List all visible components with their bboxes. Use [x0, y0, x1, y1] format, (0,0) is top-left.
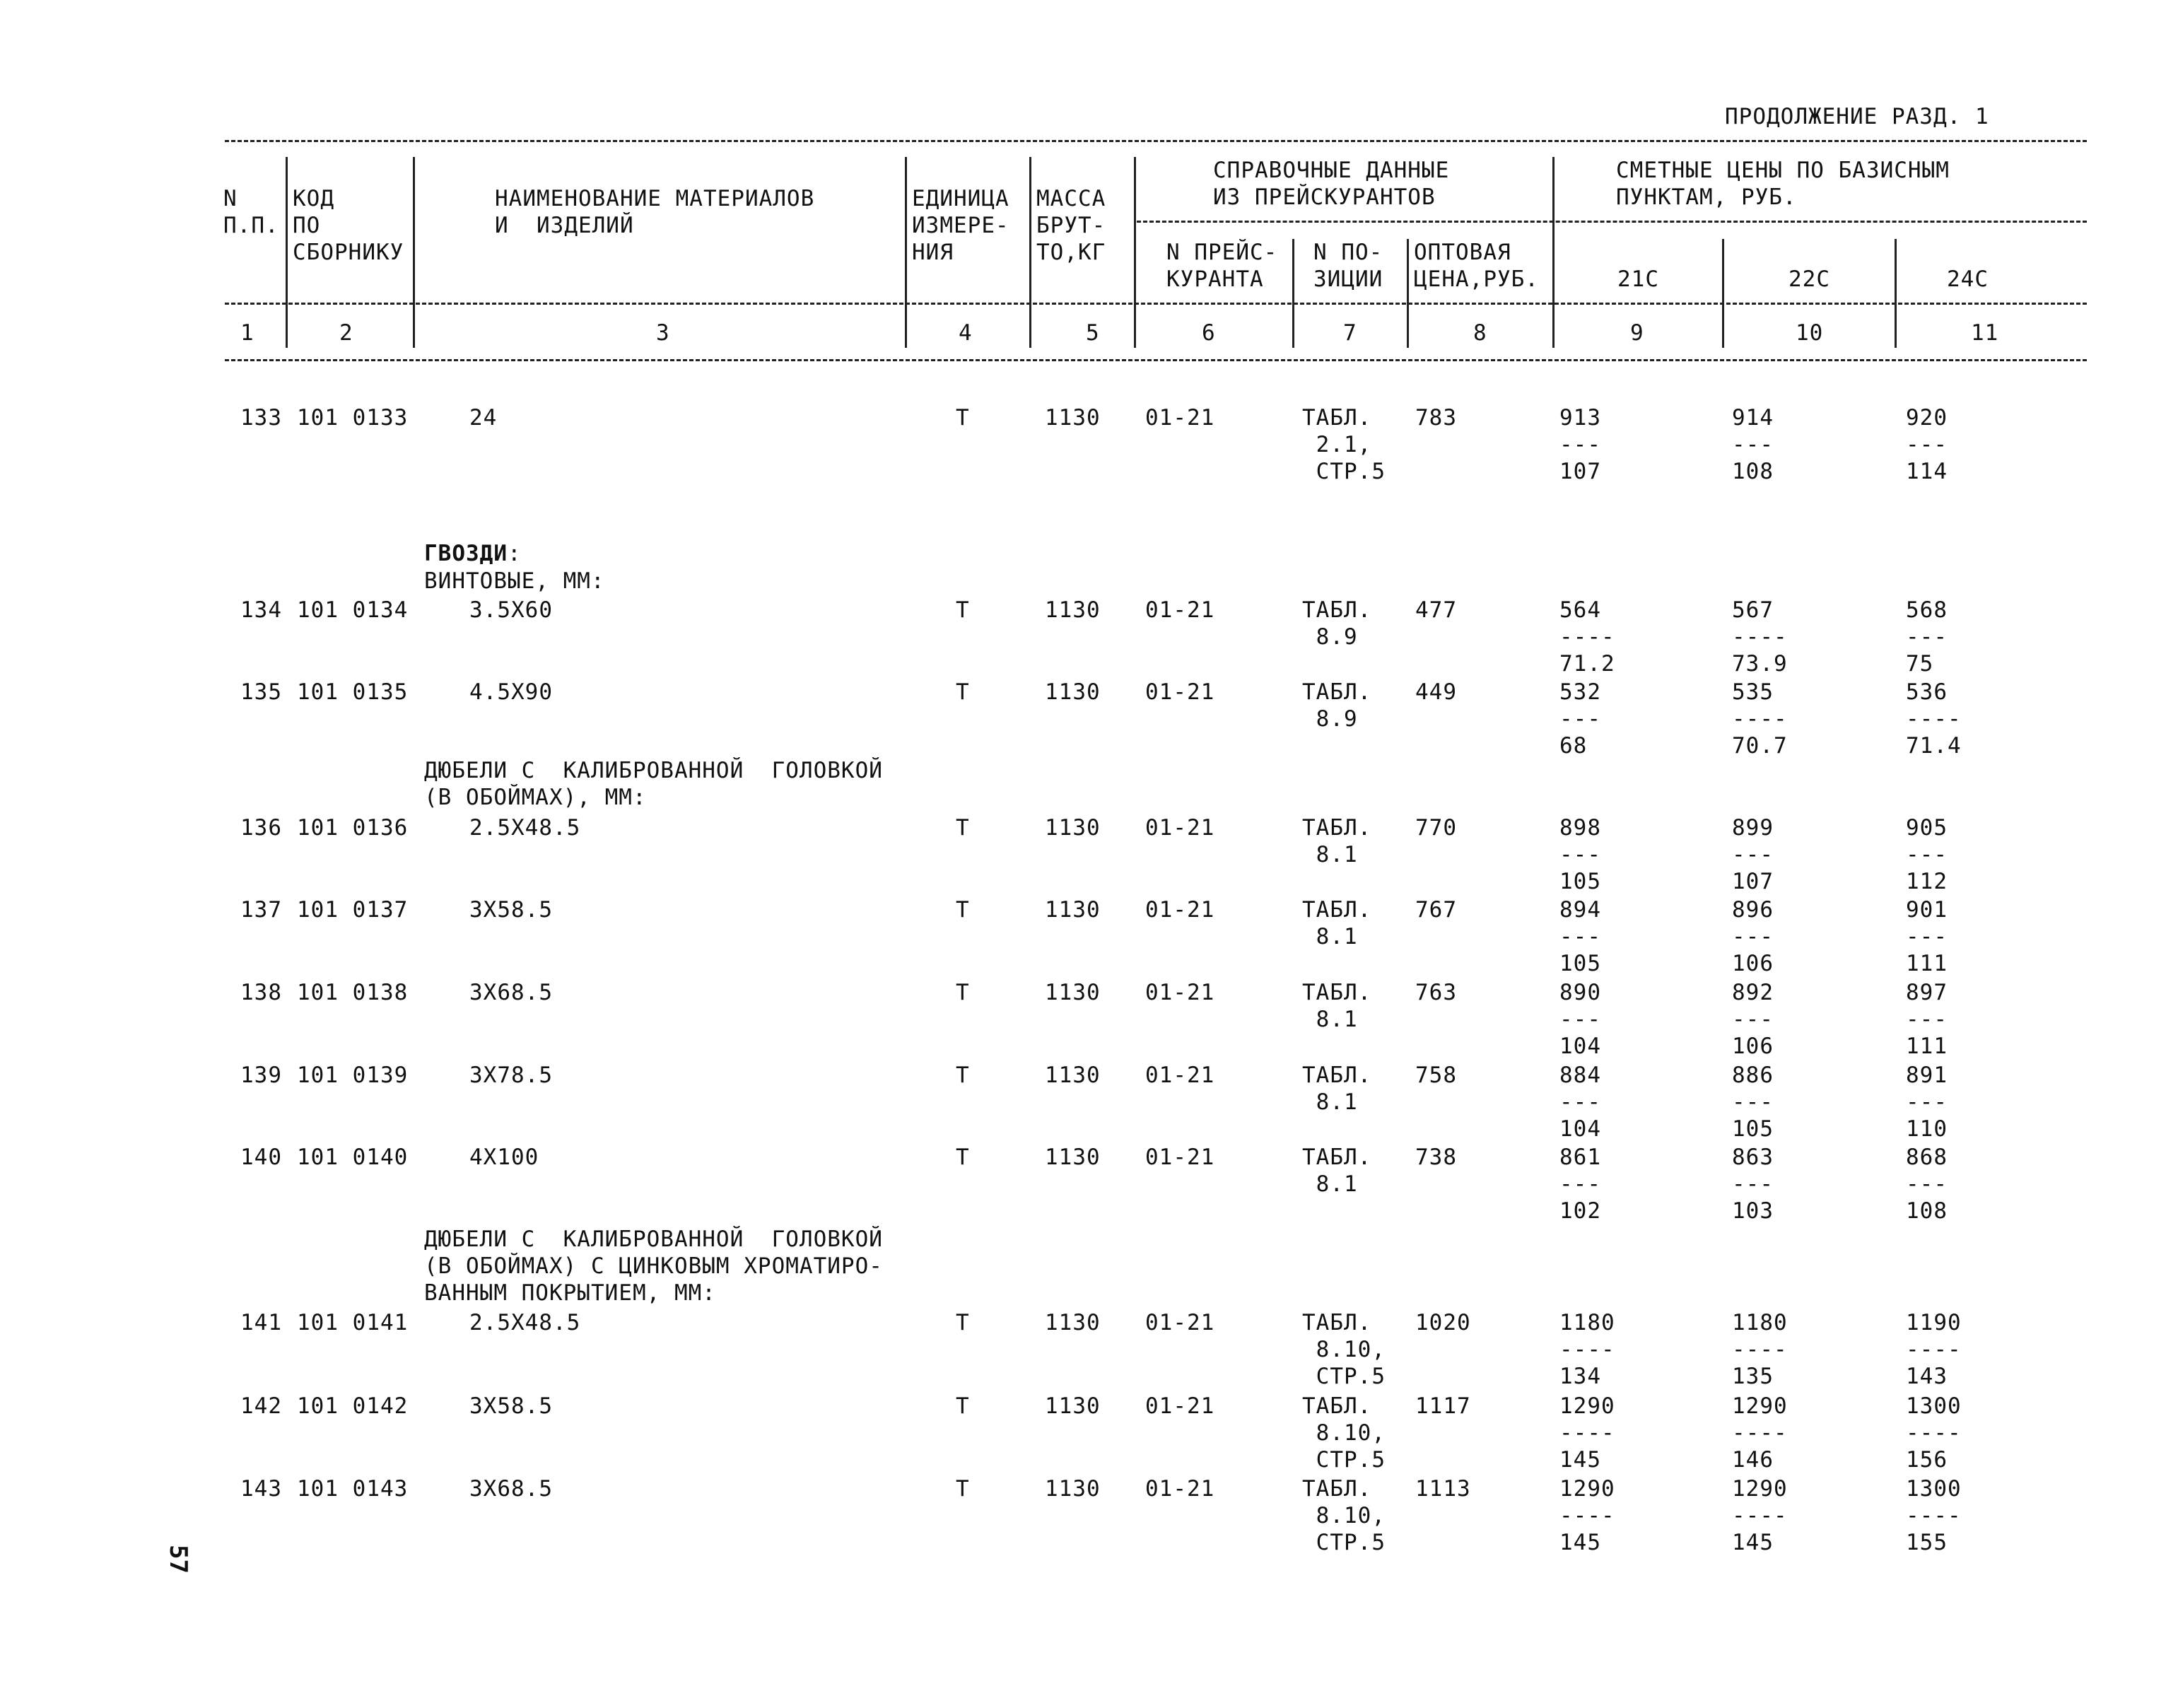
row-136-p22: 899 --- 107 — [1732, 815, 1774, 894]
row-134-wholesale: 477 — [1415, 597, 1457, 623]
page-number: 57 — [164, 1545, 192, 1574]
row-137-name: 3Х58.5 — [469, 897, 553, 923]
row-139-mass: 1130 — [1045, 1063, 1101, 1088]
col-number: 10 — [1796, 320, 1824, 346]
row-143-wholesale: 1113 — [1415, 1476, 1471, 1502]
row-138-p22: 892 --- 106 — [1732, 980, 1774, 1059]
row-135-p21: 532 --- 68 — [1559, 679, 1601, 759]
row-137-p24: 901 --- 111 — [1906, 897, 1948, 976]
row-139-code: 101 0139 — [297, 1063, 409, 1088]
row-142-wholesale: 1117 — [1415, 1393, 1471, 1419]
section-heading-colon: : — [508, 541, 522, 566]
row-136-position: ТАБЛ. 8.1 — [1302, 815, 1372, 867]
row-134-code: 101 0134 — [297, 597, 409, 623]
header-col2: КОД ПО СБОРНИКУ — [293, 186, 404, 265]
row-138-mass: 1130 — [1045, 980, 1101, 1005]
row-138-p21: 890 --- 104 — [1559, 980, 1601, 1059]
row-137-price-list: 01-21 — [1145, 897, 1215, 923]
col-divider — [1407, 239, 1409, 348]
row-134-n: 134 — [240, 597, 282, 623]
row-137-wholesale: 767 — [1415, 897, 1457, 923]
col-divider — [1134, 157, 1136, 348]
row-133-wholesale: 783 — [1415, 405, 1457, 431]
row-138-code: 101 0138 — [297, 980, 409, 1005]
row-142-p24: 1300 ---- 156 — [1906, 1393, 1962, 1473]
row-136-p24: 905 --- 112 — [1906, 815, 1948, 894]
header-col4: ЕДИНИЦА ИЗМЕРЕ- НИЯ — [912, 186, 1009, 265]
column-numbers-rule — [225, 359, 2087, 361]
row-134-price-list: 01-21 — [1145, 597, 1215, 623]
row-139-name: 3Х78.5 — [469, 1063, 553, 1088]
row-141-price-list: 01-21 — [1145, 1310, 1215, 1335]
row-138-p24: 897 --- 111 — [1906, 980, 1948, 1059]
row-136-unit: Т — [956, 815, 970, 841]
header-prices-group: СМЕТНЫЕ ЦЕНЫ ПО БАЗИСНЫМ ПУНКТАМ, РУБ. — [1616, 158, 1950, 210]
continuation-label: ПРОДОЛЖЕНИЕ РАЗД. 1 — [1725, 104, 1989, 129]
row-141-n: 141 — [240, 1310, 282, 1335]
row-134-unit: Т — [956, 597, 970, 623]
col-number: 9 — [1630, 320, 1644, 346]
row-139-wholesale: 758 — [1415, 1063, 1457, 1088]
header-col1: N П.П. — [223, 186, 279, 238]
row-134-p22: 567 ---- 73.9 — [1732, 597, 1788, 677]
row-137-code: 101 0137 — [297, 897, 409, 923]
row-141-p21: 1180 ---- 134 — [1559, 1310, 1615, 1389]
col-divider — [1292, 239, 1294, 348]
row-138-unit: Т — [956, 980, 970, 1005]
col-divider — [1722, 239, 1724, 348]
section-heading: ДЮБЕЛИ С КАЛИБРОВАННОЙ ГОЛОВКОЙ (В ОБОЙМАХ) С ЦИНКОВЫМ ХРОМАТИРО- ВАННЫМ ПОКРЫТИЕМ, ММ: — [424, 1227, 883, 1306]
row-140-unit: Т — [956, 1145, 970, 1170]
col-number: 2 — [339, 320, 353, 346]
row-138-position: ТАБЛ. 8.1 — [1302, 980, 1372, 1032]
header-col11: 24С — [1947, 267, 1989, 292]
row-136-p21: 898 --- 105 — [1559, 815, 1601, 894]
row-135-mass: 1130 — [1045, 679, 1101, 705]
row-141-wholesale: 1020 — [1415, 1310, 1471, 1335]
col-divider — [905, 157, 907, 348]
row-140-p24: 868 --- 108 — [1906, 1145, 1948, 1224]
row-135-position: ТАБЛ. 8.9 — [1302, 679, 1372, 732]
row-143-name: 3Х68.5 — [469, 1476, 553, 1502]
row-143-code: 101 0143 — [297, 1476, 409, 1502]
row-137-mass: 1130 — [1045, 897, 1101, 923]
row-138-wholesale: 763 — [1415, 980, 1457, 1005]
row-134-p21: 564 ---- 71.2 — [1559, 597, 1615, 677]
row-137-position: ТАБЛ. 8.1 — [1302, 897, 1372, 949]
row-139-p24: 891 --- 110 — [1906, 1063, 1948, 1142]
row-141-p24: 1190 ---- 143 — [1906, 1310, 1962, 1389]
row-140-wholesale: 738 — [1415, 1145, 1457, 1170]
row-140-mass: 1130 — [1045, 1145, 1101, 1170]
row-134-mass: 1130 — [1045, 597, 1101, 623]
row-133-p24: 920 --- 114 — [1906, 405, 1948, 484]
row-137-n: 137 — [240, 897, 282, 923]
col-number: 5 — [1086, 320, 1100, 346]
row-143-p22: 1290 ---- 145 — [1732, 1476, 1788, 1555]
row-135-price-list: 01-21 — [1145, 679, 1215, 705]
col-number: 6 — [1202, 320, 1216, 346]
row-133-mass: 1130 — [1045, 405, 1101, 431]
row-139-position: ТАБЛ. 8.1 — [1302, 1063, 1372, 1115]
section-heading: ДЮБЕЛИ С КАЛИБРОВАННОЙ ГОЛОВКОЙ (В ОБОЙМАХ), ММ: — [424, 758, 883, 810]
row-136-mass: 1130 — [1045, 815, 1101, 841]
row-142-price-list: 01-21 — [1145, 1393, 1215, 1419]
col-divider — [413, 157, 415, 348]
row-138-n: 138 — [240, 980, 282, 1005]
row-142-p21: 1290 ---- 145 — [1559, 1393, 1615, 1473]
row-133-position: ТАБЛ. 2.1, СТР.5 — [1302, 405, 1386, 484]
row-142-code: 101 0142 — [297, 1393, 409, 1419]
header-col6: N ПРЕЙС- КУРАНТА — [1166, 240, 1278, 292]
row-143-position: ТАБЛ. 8.10, СТР.5 — [1302, 1476, 1386, 1555]
row-142-mass: 1130 — [1045, 1393, 1101, 1419]
row-139-price-list: 01-21 — [1145, 1063, 1215, 1088]
col-number: 3 — [656, 320, 670, 346]
col-number: 8 — [1473, 320, 1487, 346]
row-140-price-list: 01-21 — [1145, 1145, 1215, 1170]
row-140-n: 140 — [240, 1145, 282, 1170]
col-divider — [286, 157, 288, 348]
header-col8: ОПТОВАЯ ЦЕНА,РУБ. — [1414, 240, 1539, 292]
table-top-rule — [225, 140, 2087, 142]
row-143-n: 143 — [240, 1476, 282, 1502]
group-header-rule — [1137, 221, 2087, 223]
row-142-p22: 1290 ---- 146 — [1732, 1393, 1788, 1473]
row-133-unit: Т — [956, 405, 970, 431]
row-135-wholesale: 449 — [1415, 679, 1457, 705]
row-140-position: ТАБЛ. 8.1 — [1302, 1145, 1372, 1197]
header-col7: N ПО- ЗИЦИИ — [1313, 240, 1383, 292]
row-143-p21: 1290 ---- 145 — [1559, 1476, 1615, 1555]
row-140-code: 101 0140 — [297, 1145, 409, 1170]
row-139-n: 139 — [240, 1063, 282, 1088]
col-number: 7 — [1343, 320, 1357, 346]
row-136-name: 2.5Х48.5 — [469, 815, 581, 841]
row-135-code: 101 0135 — [297, 679, 409, 705]
row-134-position: ТАБЛ. 8.9 — [1302, 597, 1372, 650]
row-142-position: ТАБЛ. 8.10, СТР.5 — [1302, 1393, 1386, 1473]
col-divider — [1895, 239, 1897, 348]
row-135-unit: Т — [956, 679, 970, 705]
header-bottom-rule — [225, 303, 2087, 305]
col-number: 1 — [240, 320, 254, 346]
row-139-unit: Т — [956, 1063, 970, 1088]
row-133-p22: 914 --- 108 — [1732, 405, 1774, 484]
row-133-p21: 913 --- 107 — [1559, 405, 1601, 484]
header-col10: 22С — [1789, 267, 1830, 292]
section-heading: ГВОЗДИ — [424, 541, 508, 566]
row-133-n: 133 — [240, 405, 282, 431]
row-137-unit: Т — [956, 897, 970, 923]
row-134-name: 3.5Х60 — [469, 597, 553, 623]
row-136-price-list: 01-21 — [1145, 815, 1215, 841]
row-133-name: 24 — [469, 405, 498, 431]
row-141-unit: Т — [956, 1310, 970, 1335]
header-reference-group: СПРАВОЧНЫЕ ДАННЫЕ ИЗ ПРЕЙСКУРАНТОВ — [1213, 158, 1450, 210]
row-136-n: 136 — [240, 815, 282, 841]
row-141-position: ТАБЛ. 8.10, СТР.5 — [1302, 1310, 1386, 1389]
row-133-code: 101 0133 — [297, 405, 409, 431]
row-136-wholesale: 770 — [1415, 815, 1457, 841]
col-divider — [1552, 157, 1555, 348]
row-143-unit: Т — [956, 1476, 970, 1502]
row-135-name: 4.5Х90 — [469, 679, 553, 705]
section-subheading: ВИНТОВЫЕ, ММ: — [424, 568, 605, 594]
row-138-name: 3Х68.5 — [469, 980, 553, 1005]
row-142-name: 3Х58.5 — [469, 1393, 553, 1419]
row-143-price-list: 01-21 — [1145, 1476, 1215, 1502]
row-141-p22: 1180 ---- 135 — [1732, 1310, 1788, 1389]
row-140-name: 4Х100 — [469, 1145, 539, 1170]
row-141-mass: 1130 — [1045, 1310, 1101, 1335]
header-col5: МАССА БРУТ- ТО,КГ — [1036, 186, 1106, 265]
row-135-p24: 536 ---- 71.4 — [1906, 679, 1962, 759]
row-142-unit: Т — [956, 1393, 970, 1419]
row-135-p22: 535 ---- 70.7 — [1732, 679, 1788, 759]
row-136-code: 101 0136 — [297, 815, 409, 841]
row-139-p22: 886 --- 105 — [1732, 1063, 1774, 1142]
row-141-name: 2.5Х48.5 — [469, 1310, 581, 1335]
col-divider — [1029, 157, 1031, 348]
row-134-p24: 568 --- 75 — [1906, 597, 1948, 677]
row-140-p22: 863 --- 103 — [1732, 1145, 1774, 1224]
col-number: 4 — [959, 320, 973, 346]
row-143-p24: 1300 ---- 155 — [1906, 1476, 1962, 1555]
row-143-mass: 1130 — [1045, 1476, 1101, 1502]
header-col3: НАИМЕНОВАНИЕ МАТЕРИАЛОВ И ИЗДЕЛИЙ — [495, 186, 815, 238]
row-142-n: 142 — [240, 1393, 282, 1419]
row-135-n: 135 — [240, 679, 282, 705]
row-137-p21: 894 --- 105 — [1559, 897, 1601, 976]
col-number: 11 — [1971, 320, 1999, 346]
row-141-code: 101 0141 — [297, 1310, 409, 1335]
header-col9: 21С — [1617, 267, 1659, 292]
row-133-price-list: 01-21 — [1145, 405, 1215, 431]
row-139-p21: 884 --- 104 — [1559, 1063, 1601, 1142]
row-140-p21: 861 --- 102 — [1559, 1145, 1601, 1224]
row-138-price-list: 01-21 — [1145, 980, 1215, 1005]
row-137-p22: 896 --- 106 — [1732, 897, 1774, 976]
